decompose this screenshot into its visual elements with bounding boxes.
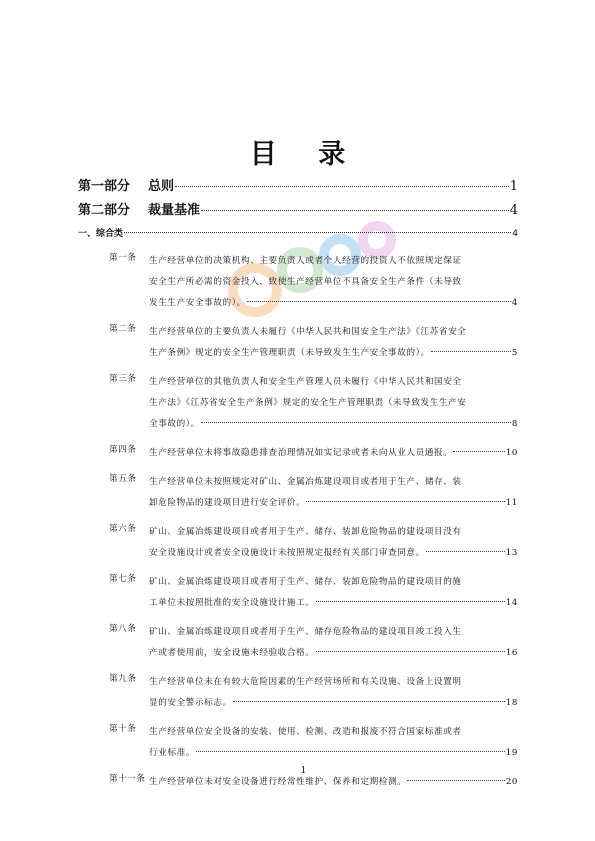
- page-number: 11: [505, 498, 518, 508]
- dot-leader: [233, 701, 505, 702]
- dot-leader: [316, 651, 505, 652]
- dot-leader: [201, 422, 511, 423]
- article-line-text: 生产法》《江苏省安全生产条例》规定的安全生产管理职责（未导致发生生产安: [149, 398, 467, 408]
- article-line: [149, 251, 518, 272]
- page-number: 16: [505, 648, 518, 658]
- toc-article[interactable]: [78, 322, 518, 364]
- article-line: [149, 293, 518, 314]
- dot-leader: [316, 601, 505, 602]
- dot-leader: [453, 451, 504, 452]
- article-line-text: 生产经营单位的决策机构、主要负责人或者个人经营的投资人不依照规定保证: [149, 256, 462, 266]
- article-number: 第一条: [109, 253, 137, 263]
- article-line: [149, 414, 518, 435]
- page-number: 18: [505, 698, 518, 708]
- toc-part-2[interactable]: [78, 199, 518, 223]
- page-number: 10: [505, 448, 518, 458]
- page-number: 5: [511, 348, 518, 358]
- article-number: 第十一条: [109, 774, 146, 784]
- toc-article[interactable]: [78, 372, 518, 435]
- article-line-text: 工单位未按照批准的安全设施设计施工。: [149, 598, 315, 608]
- article-line-text: 矿山、金属冶炼建设项目或者用于生产、储存危险物品的建设项目竣工投入生: [149, 627, 462, 637]
- table-of-contents: [78, 175, 518, 793]
- article-line: [149, 472, 518, 493]
- article-number: 第八条: [109, 624, 137, 634]
- dot-leader: [196, 751, 505, 752]
- article-text: [149, 322, 518, 364]
- dot-leader: [431, 351, 511, 352]
- article-text: [149, 472, 518, 514]
- article-text: [149, 572, 518, 614]
- page-number: 13: [505, 548, 518, 558]
- page-number: 4: [512, 229, 518, 239]
- article-number: 第三条: [109, 374, 137, 384]
- toc-article[interactable]: [78, 522, 518, 564]
- article-line: [149, 272, 518, 293]
- toc-article[interactable]: [78, 672, 518, 714]
- page-number: 19: [505, 748, 518, 758]
- part-title: 总则: [148, 179, 175, 194]
- article-text: [149, 522, 518, 564]
- toc-article[interactable]: [78, 472, 518, 514]
- article-line: [149, 393, 518, 414]
- footer-page-number: 1: [300, 766, 307, 776]
- page-number: 20: [505, 777, 518, 787]
- article-line: [149, 543, 518, 564]
- toc-category[interactable]: [78, 225, 518, 243]
- dot-leader: [426, 551, 505, 552]
- toc-article[interactable]: [78, 572, 518, 614]
- article-line: [149, 643, 518, 664]
- article-line-text: 卸危险物品的建设项目进行安全评价。: [149, 498, 306, 508]
- toc-article[interactable]: [78, 622, 518, 664]
- dot-leader: [124, 232, 511, 233]
- article-number: 第四条: [109, 445, 137, 455]
- page-number: 4: [509, 203, 518, 218]
- article-line: [149, 443, 518, 464]
- article-line-text: 生产经营单位未在有较大危险因素的生产经营场所和有关设施、设备上设置明: [149, 677, 462, 687]
- article-list: [78, 251, 518, 793]
- article-line: [149, 593, 518, 614]
- page-number: 1: [509, 179, 518, 194]
- page-number: 4: [511, 298, 518, 308]
- article-line-text: 生产经营单位未对安全设备进行经常性维护、保养和定期检测。: [149, 777, 407, 787]
- article-text: [149, 622, 518, 664]
- article-text: [149, 722, 518, 764]
- article-line: [149, 372, 518, 393]
- article-number: 第十条: [109, 724, 137, 734]
- article-line-text: 安全生产所必需的资金投入，致使生产经营单位不具备安全生产条件（未导致: [149, 277, 462, 287]
- page-number: 14: [505, 598, 518, 608]
- article-line-text: 显的安全警示标志。: [149, 698, 232, 708]
- article-line: [149, 493, 518, 514]
- article-line-text: 行业标准。: [149, 748, 195, 758]
- article-line: [149, 622, 518, 643]
- article-line-text: 安全设施设计或者安全设施设计未按照规定报经有关部门审查同意。: [149, 548, 425, 558]
- article-line-text: 生产条例》规定的安全生产管理职责（未导致发生生产安全事故的）。: [149, 348, 430, 358]
- article-number: 第五条: [109, 474, 137, 484]
- toc-article[interactable]: [78, 443, 518, 464]
- dot-leader: [201, 210, 509, 211]
- article-line: [149, 322, 518, 343]
- toc-article[interactable]: [78, 251, 518, 314]
- page-title: 目 录: [249, 139, 362, 170]
- article-number: 第七条: [109, 574, 137, 584]
- article-number: 第九条: [109, 674, 137, 684]
- part-number: 第二部分: [78, 203, 131, 218]
- article-text: [149, 443, 518, 464]
- article-line-text: 发生生产安全事故的）。: [149, 298, 246, 308]
- toc-article[interactable]: [78, 722, 518, 764]
- article-line-text: 生产经营单位未按照规定对矿山、金属冶炼建设项目或者用于生产、储存、装: [149, 477, 462, 487]
- article-line-text: 矿山、金属冶炼建设项目或者用于生产、储存、装卸危险物品的建设项目的施: [149, 577, 462, 587]
- category-label: 一、综合类: [78, 229, 124, 239]
- article-text: [149, 251, 518, 314]
- part-number: 第一部分: [78, 179, 131, 194]
- article-line-text: 产或者使用前，安全设施未经验收合格。: [149, 648, 315, 658]
- dot-leader: [247, 301, 511, 302]
- page-number: 8: [511, 419, 518, 429]
- article-line: [149, 522, 518, 543]
- article-line-text: 生产经营单位的其他负责人和安全生产管理人员未履行《中华人民共和国安全: [149, 377, 462, 387]
- article-line: [149, 693, 518, 714]
- dot-leader: [175, 186, 509, 187]
- article-text: [149, 372, 518, 435]
- article-line: [149, 343, 518, 364]
- article-line: [149, 672, 518, 693]
- article-line-text: 生产经营单位的主要负责人未履行《中华人民共和国安全生产法》《江苏省安全: [149, 327, 467, 337]
- article-line-text: 生产经营单位安全设备的安装、使用、检测、改造和报废不符合国家标准或者: [149, 727, 462, 737]
- dot-leader: [407, 780, 504, 781]
- article-line: [149, 722, 518, 743]
- toc-part-1[interactable]: [78, 175, 518, 199]
- article-text: [149, 672, 518, 714]
- dot-leader: [306, 501, 505, 502]
- part-title: 裁量基准: [148, 203, 201, 218]
- article-line: [149, 743, 518, 764]
- article-line: [149, 572, 518, 593]
- article-line-text: 全事故的）。: [149, 419, 200, 429]
- article-line-text: 生产经营单位未将事故隐患排查治理情况如实记录或者未向从业人员通报。: [149, 448, 453, 458]
- article-number: 第六条: [109, 524, 137, 534]
- article-line-text: 矿山、金属冶炼建设项目或者用于生产、储存、装卸危险物品的建设项目没有: [149, 527, 462, 537]
- article-number: 第二条: [109, 324, 137, 334]
